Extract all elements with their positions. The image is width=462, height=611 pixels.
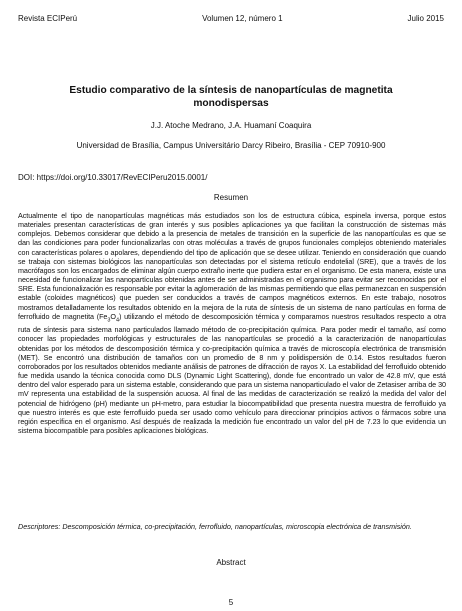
formula-o: O bbox=[110, 311, 116, 321]
doi-link[interactable]: DOI: https://doi.org/10.33017/RevECIPeru2015.0001/ bbox=[18, 173, 208, 182]
paper-title: Estudio comparativo de la síntesis de nanopartículas de magnetita monodispersas bbox=[69, 85, 393, 109]
formula-sub-4: 4 bbox=[115, 317, 119, 324]
journal-name: Revista ECIPerú bbox=[18, 14, 78, 23]
authors: J.J. Atoche Medrano, J.A. Huamaní Coaquira bbox=[150, 121, 312, 130]
affiliation: Universidad de Brasília, Campus Universitário Darcy Ribeiro, Brasília - CEP 70910-900 bbox=[76, 141, 386, 150]
resumen-part-1: Actualmente el tipo de nanopartículas magnéticas más estudiados son los de estructura cúbica, espinela inversa, porque estos materiales presentan características de gran interés y sus posibles aplicaciones ya que facilitan la construcción de sistemas más complejos. Debemos considerar que debido a la presencia de metales de transición en la superficie de las nanopartículas es que se dan las condiciones para poder funcionalizarlas con otras moléculas a través de grupos funcionales complejos obteniendo materiales con características polares o apolares, dependiendo del tipo de aplicación que se desee utilizar. Teniendo en consideración que cuando se trabaja con sistemas biológicos las nanopartículas son detectadas por el sistema retículo endotelial (SRE), que a través de los macrófagos son los encargados de eliminar algún cuerpo extraño inerte que pudiera estar en el organismo. De esta manera, existe una necesidad de funcionalizar las nanopartículas obtenidas antes de ser administradas en el organismo para evitar ser reconocidas por el SRE. Esta funcionalización es responsable por evitar la aglomeración de las mismas permitiendo que ellas permanezcan en suspensión estable (coloides magnéticos) que pueden ser conducidos a través de campos magnéticos externos. En este trabajo, nosotros mostramos detalladamente los resultados obtenido en la mejora de la ruta de síntesis de un sistema de nano partículas en forma de ferrofluido de magnetita (Fe bbox=[18, 211, 446, 321]
page-number: 5 bbox=[228, 598, 234, 607]
running-header bbox=[18, 14, 444, 24]
volume-info: Volumen 12, número 1 bbox=[202, 14, 283, 23]
keywords-text: Descomposición térmica, co-precipitación, ferrofluido, nanopartículas, microscopia electrónica de transmisión. bbox=[60, 522, 412, 531]
resumen-body bbox=[18, 211, 446, 435]
issue-date: Julio 2015 bbox=[407, 14, 444, 23]
formula-sub-3: 3 bbox=[107, 317, 111, 324]
abstract-heading: Abstract bbox=[216, 558, 246, 567]
keywords-label: Descriptores: bbox=[18, 522, 61, 531]
keywords bbox=[18, 522, 446, 531]
resumen-part-2: ) utilizando el método de descomposición térmica y comparamos nuestros resultados respecto a otra ruta de síntesis para sistema nano particulados llamado método de co-precipitación química. Para poder medir el tamaño, así como conocer las propiedades morfológicas y estructurales de las nanopartículas se procedió a la caracterización de nanopartículas obtenidas por los métodos de descomposición térmica y co-precipitación química a través de microscopía electrónica de transmisión (MET). Se encontró una distribución de tamaños con un promedio de 8 nm y polidispersión de 0.14. Estos resultados fueron corroborados por los resultados obtenidos mediante análisis de patrones de difracción de rayos X. La estabilidad del ferrofluido obtenido fue medida usando la técnica conocida como DLS (Dynamic Light Scattering), donde fue encontrado un valor de 42.8 mV, que está dentro del valor esperado para un sistema estable, considerando que para un sistema nanoparticulado el valor de Zetasiser arriba de 30 mV representa una estabilidad de la suspensión acuosa. Al final de las medidas de caracterización se realizó la medida del valor del potencial de hidrógeno (pH) mediante un pH-metro, para estudiar la biocompatibilidad que presenta nuestra muestra de ferrofluido ya que nuestro interés es que este ferrofluido pueda ser usado como vehículo para direccionar principios activos o fármacos sobre una región específica en el organismo. Así después de realizada la medición fue encontrado un valor del pH de 7.23 lo que evidencia un sistema biocompatible para posibles aplicaciones biológicas. bbox=[18, 311, 446, 436]
resumen-heading: Resumen bbox=[213, 193, 249, 202]
